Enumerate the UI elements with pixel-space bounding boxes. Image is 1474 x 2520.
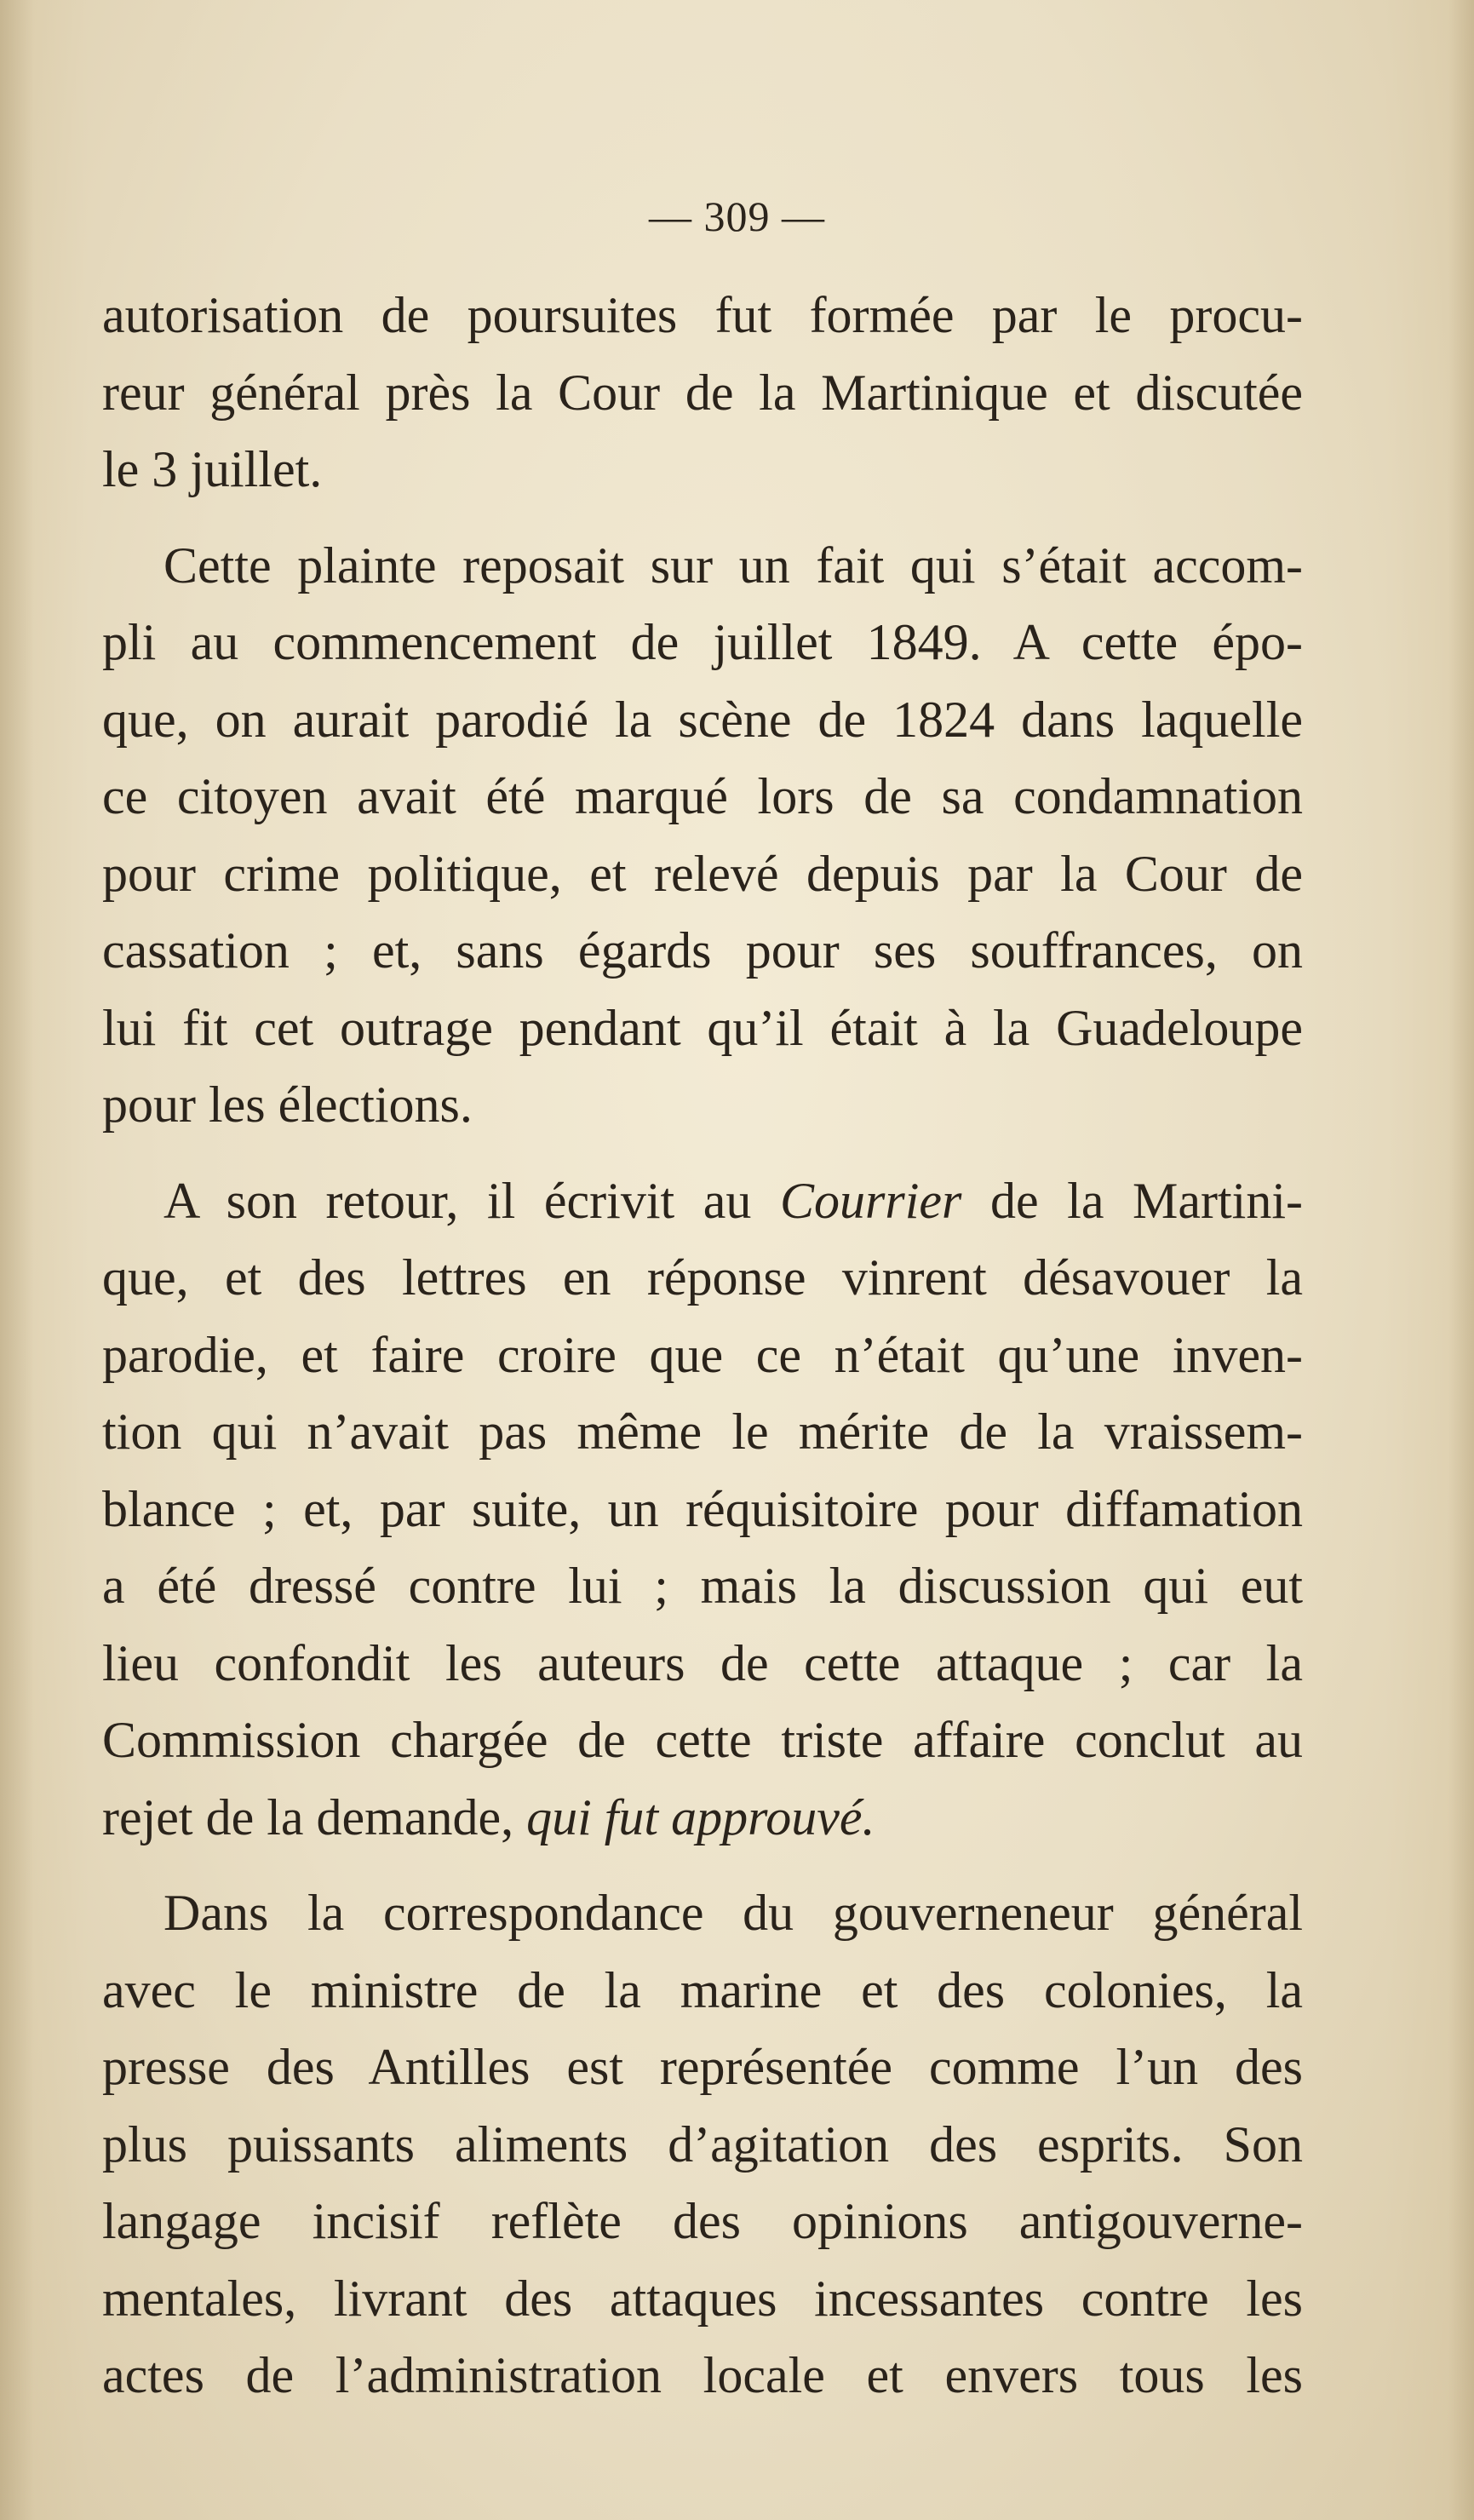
paragraph-1 (102, 277, 1303, 508)
paragraph-4 (102, 1874, 1303, 2414)
text-run: de la Martini- (961, 1172, 1304, 1229)
text-line: actes de l’administration locale et envers tous les (102, 2347, 1303, 2403)
text-line: Cette plainte reposait sur un fait qui s’était accom- (163, 537, 1303, 594)
text-line: que, et des lettres en réponse vinrent désavouer la (102, 1249, 1303, 1306)
text-line: avec le ministre de la marine et des colonies, la (102, 1961, 1303, 2018)
italic-title: Courrier (779, 1172, 962, 1229)
text-line: presse des Antilles est représentée comme l’un des (102, 2039, 1303, 2095)
text-line: Dans la correspondance du gouverneneur général (163, 1885, 1303, 1941)
text-line: le 3 juillet. (102, 441, 323, 497)
text-line: ce citoyen avait été marqué lors de sa condamnation (102, 768, 1303, 824)
paragraph-2 (102, 527, 1303, 1144)
text-line: pli au commencement de juillet 1849. A cette épo- (102, 614, 1303, 670)
text-line: plus puissants aliments d’agitation des esprits. Son (102, 2115, 1303, 2173)
text-line: pour crime politique, et relevé depuis par la Cour de (102, 845, 1303, 902)
page-body (102, 277, 1303, 2414)
text-line: Commission chargée de cette triste affaire conclut au (102, 1712, 1303, 1768)
text-line: a été dressé contre lui ; mais la discussion qui eut (102, 1558, 1303, 1614)
text-line (102, 1779, 1303, 1857)
text-line: mentales, livrant des attaques incessantes contre les (102, 2270, 1303, 2327)
text-line: cassation ; et, sans égards pour ses souffrances, on (102, 922, 1303, 979)
text-line: lieu confondit les auteurs de cette attaque ; car la (102, 1634, 1303, 1691)
text-run: rejet de la demande, (102, 1788, 527, 1846)
text-line: reur général près la Cour de la Martinique et discutée (102, 364, 1303, 421)
text-line: autorisation de poursuites fut formée par le procu- (102, 287, 1303, 343)
text-line: blance ; et, par suite, un réquisitoire pour diffamation (102, 1480, 1303, 1537)
text-line: lui fit cet outrage pendant qu’il était à la Guadeloupe (102, 999, 1303, 1056)
text-line: que, on aurait parodié la scène de 1824 dans laquelle (102, 691, 1303, 748)
text-line: pour les élections. (102, 1076, 473, 1133)
text-line: langage incisif reflète des opinions antigouverne- (102, 2193, 1303, 2249)
text-run: A son retour, il écrivit au (163, 1172, 780, 1229)
paragraph-3 (102, 1162, 1303, 1857)
italic-phrase: qui fut approuvé. (526, 1788, 875, 1846)
page-number: — 309 — (649, 192, 825, 240)
text-line: tion qui n’avait pas même le mérite de la vraissem- (102, 1404, 1303, 1460)
text-line (102, 1162, 1303, 1240)
text-line: parodie, et faire croire que ce n’était qu’une inven- (102, 1326, 1303, 1383)
